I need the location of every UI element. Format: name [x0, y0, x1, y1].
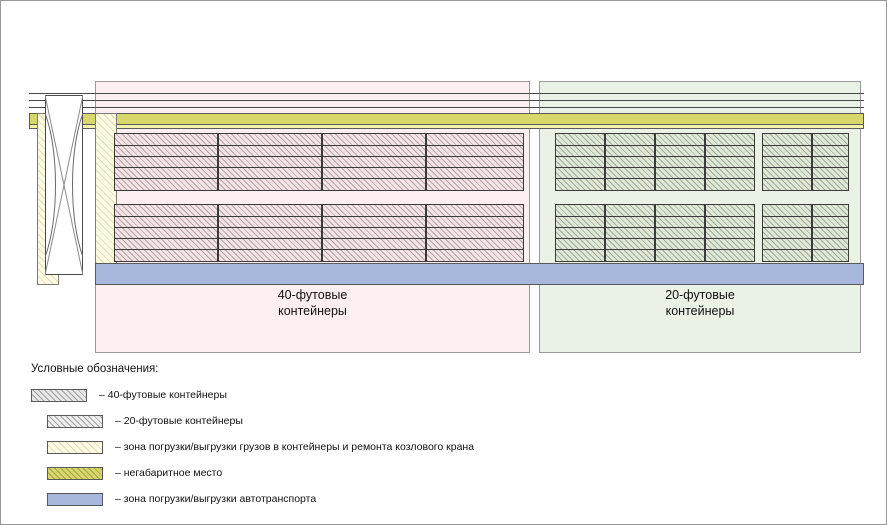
container-block-20ft: [655, 133, 705, 191]
zone-20ft-label-line1: 20-футовые: [665, 288, 735, 302]
zone-40ft-label-line2: контейнеры: [278, 304, 347, 318]
legend-label-oversize: – негабаритное место: [115, 467, 223, 479]
container-block-40ft: [114, 204, 218, 262]
auto-loading-zone-band: [95, 263, 864, 285]
legend: [31, 363, 631, 514]
container-block-40ft: [218, 133, 322, 191]
container-block-20ft: [655, 204, 705, 262]
container-block-40ft: [322, 204, 426, 262]
legend-item: [31, 436, 631, 458]
container-block-20ft: [812, 204, 849, 262]
container-block-20ft: [705, 204, 755, 262]
container-block-20ft: [605, 204, 655, 262]
zone-40ft-label-line1: 40-футовые: [277, 288, 348, 302]
gantry-crane-symbol: [45, 95, 83, 275]
rail-line-2: [29, 100, 864, 101]
container-block-20ft: [605, 133, 655, 191]
legend-swatch-40ft: [31, 389, 87, 402]
legend-item: [31, 462, 631, 484]
container-block-20ft: [555, 204, 605, 262]
legend-swatch-auto-loading: [47, 493, 103, 506]
legend-title: Условные обозначения:: [31, 363, 159, 375]
container-block-40ft: [322, 133, 426, 191]
container-block-20ft: [812, 133, 849, 191]
container-block-40ft: [114, 133, 218, 191]
legend-swatch-crane-zone: [47, 441, 103, 454]
container-block-40ft: [426, 204, 524, 262]
container-block-40ft: [426, 133, 524, 191]
legend-item: [31, 488, 631, 510]
legend-swatch-oversize: [47, 467, 103, 480]
container-block-20ft: [762, 133, 812, 191]
legend-label-20ft: – 20-футовые контейнеры: [115, 415, 243, 427]
rail-line-1: [29, 93, 864, 94]
oversize-place-band: [29, 113, 864, 125]
zone-20ft-label-line2: контейнеры: [665, 304, 735, 318]
legend-swatch-20ft: [47, 415, 103, 428]
oversize-place-band-lower: [29, 125, 864, 129]
rail-line-3: [29, 107, 864, 108]
container-block-20ft: [555, 133, 605, 191]
legend-label-auto-loading: – зона погрузки/выгрузки автотранспорта: [115, 493, 317, 505]
legend-label-40ft: – 40-футовые контейнеры: [99, 389, 227, 401]
legend-label-crane-zone: – зона погрузки/выгрузки грузов в контейнеры и ремонта козлового крана: [115, 441, 475, 453]
legend-item: [31, 384, 631, 406]
legend-item: [31, 410, 631, 432]
container-block-20ft: [705, 133, 755, 191]
container-block-20ft: [762, 204, 812, 262]
container-block-40ft: [218, 204, 322, 262]
